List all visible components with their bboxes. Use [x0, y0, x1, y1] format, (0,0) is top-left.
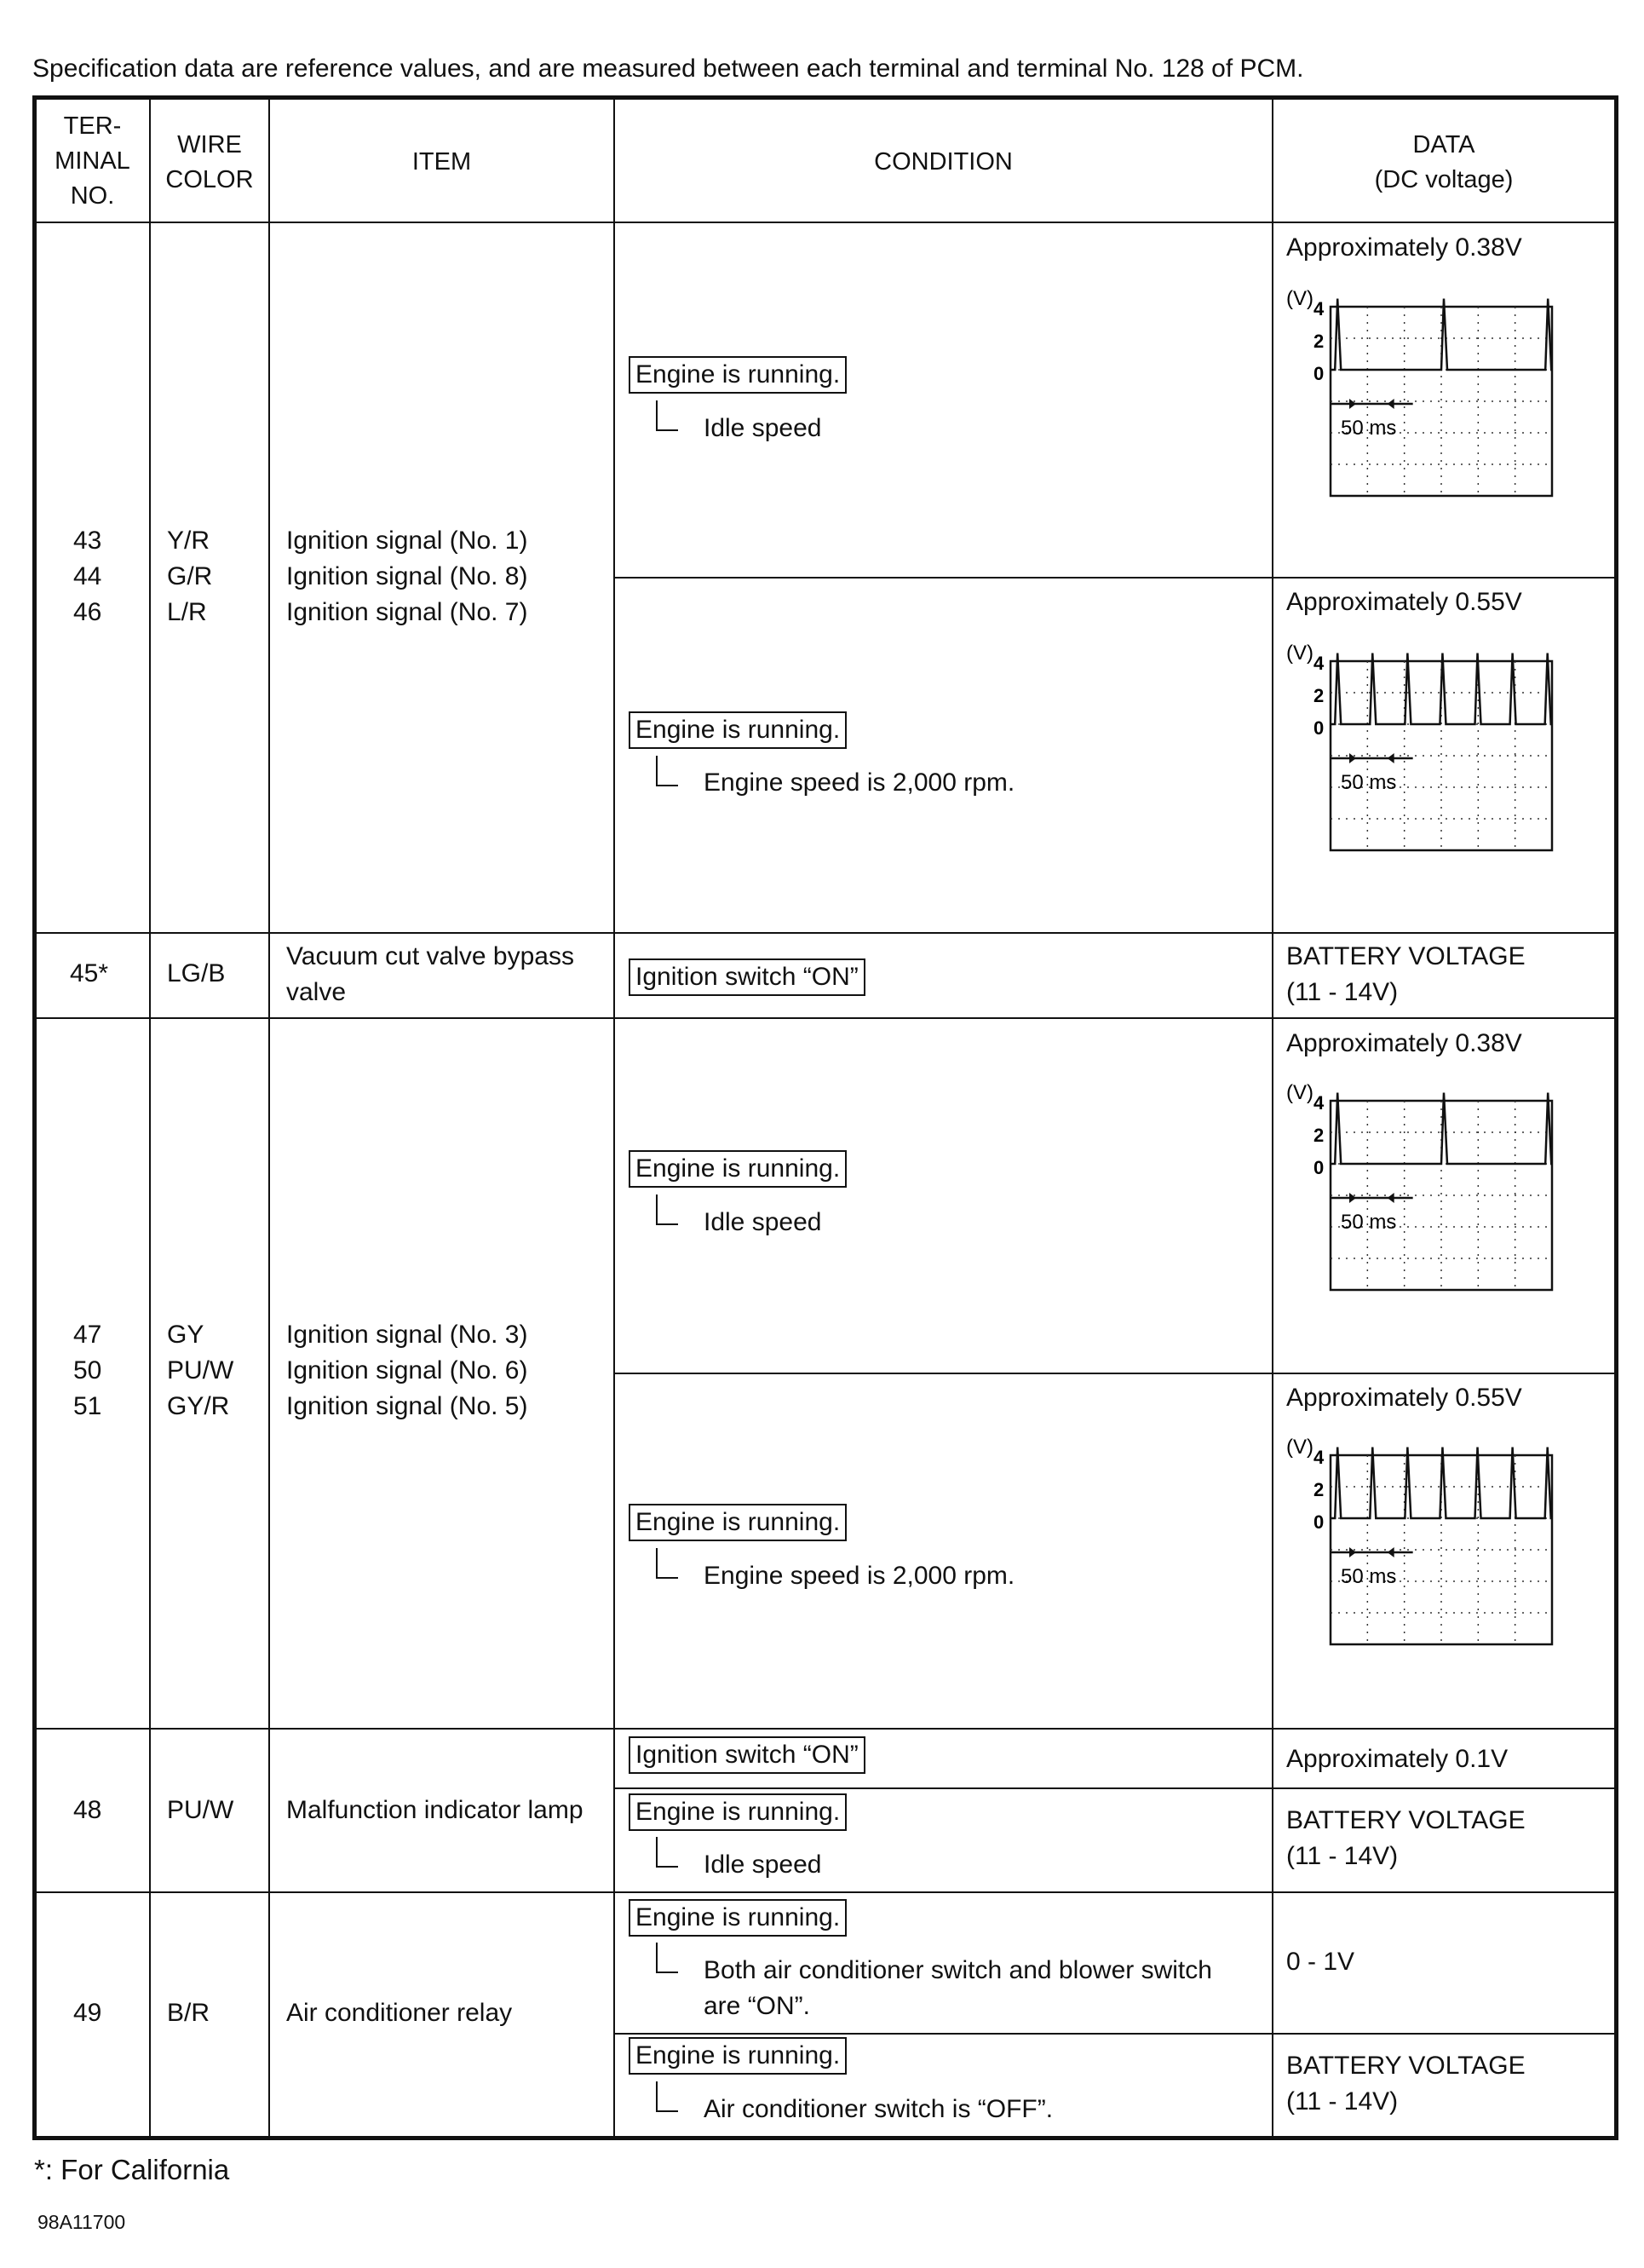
sub-row-line — [613, 2033, 1618, 2035]
time-scale-label: 50 ms — [1341, 417, 1397, 440]
wire-color-cell: PU/W — [167, 1796, 234, 1824]
col-line — [268, 95, 270, 2140]
sub-row-line — [613, 577, 1618, 579]
branch-connector — [656, 1943, 678, 1973]
scope-tick-label: 4 — [1313, 653, 1325, 674]
scope-tick-label: 2 — [1313, 331, 1325, 352]
time-marker-arrow — [1388, 753, 1394, 763]
data-value: Approximately 0.55V — [1286, 588, 1522, 616]
row-line — [32, 1017, 1618, 1019]
time-marker-arrow — [1349, 1547, 1356, 1557]
waveform-trace — [1331, 653, 1552, 724]
wire-color-cell: B/R — [167, 1999, 210, 2027]
data-value: Approximately 0.1V — [1286, 1745, 1509, 1773]
condition-box: Engine is running. — [629, 2037, 847, 2075]
branch-connector — [656, 1194, 678, 1225]
time-scale-label: 50 ms — [1341, 771, 1397, 794]
condition-box: Engine is running. — [629, 1150, 847, 1188]
condition-box: Engine is running. — [629, 1793, 847, 1831]
row-line — [32, 1728, 1618, 1730]
condition-detail: Idle speed — [704, 414, 822, 442]
wire-color-cell: GY PU/W GY/R — [167, 1321, 234, 1420]
data-value: BATTERY VOLTAGE (11 - 14V) — [1286, 1806, 1526, 1870]
condition-detail: Engine speed is 2,000 rpm. — [704, 1562, 1015, 1590]
condition-detail: Idle speed — [704, 1851, 822, 1879]
scope-tick-label: 4 — [1313, 298, 1325, 319]
condition-box: Engine is running. — [629, 1504, 847, 1541]
condition-detail: Both air conditioner switch and blower switch are “ON”. — [704, 1956, 1212, 2020]
scope-tick-label: 0 — [1313, 1511, 1325, 1533]
branch-connector — [656, 1837, 678, 1868]
wire-color-cell: LG/B — [167, 959, 226, 987]
condition-box: Ignition switch “ON” — [629, 1736, 865, 1774]
scope-frame — [1331, 1101, 1552, 1290]
data-value: BATTERY VOLTAGE (11 - 14V) — [1286, 942, 1526, 1006]
scope-tick-label: 4 — [1313, 1447, 1325, 1468]
scope-tick-label: 2 — [1313, 685, 1325, 706]
scope-unit-label: (V) — [1286, 290, 1313, 310]
sub-row-line — [613, 1373, 1618, 1374]
header-condition: CONDITION — [874, 148, 1013, 176]
time-marker-arrow — [1349, 1193, 1356, 1203]
oscilloscope-waveform — [1286, 644, 1559, 861]
condition-detail: Engine speed is 2,000 rpm. — [704, 768, 1015, 797]
condition-box: Ignition switch “ON” — [629, 958, 865, 996]
header-data: DATA (DC voltage) — [1374, 131, 1514, 193]
terminal-cell: 47 50 51 — [73, 1321, 102, 1420]
data-value: BATTERY VOLTAGE (11 - 14V) — [1286, 2052, 1526, 2115]
condition-detail: Air conditioner switch is “OFF”. — [704, 2095, 1054, 2123]
oscilloscope-waveform — [1286, 290, 1559, 507]
time-marker-arrow — [1388, 399, 1394, 409]
time-scale-label: 50 ms — [1341, 1211, 1397, 1234]
branch-connector — [656, 2081, 678, 2112]
condition-detail: Idle speed — [704, 1208, 822, 1236]
item-cell: Malfunction indicator lamp — [286, 1796, 583, 1824]
header-item: ITEM — [411, 148, 472, 176]
data-value: 0 - 1V — [1286, 1948, 1355, 1976]
branch-connector — [656, 400, 678, 431]
scope-unit-label: (V) — [1286, 644, 1313, 665]
header-terminal: TER- MINAL NO. — [55, 112, 130, 210]
data-value: Approximately 0.55V — [1286, 1384, 1522, 1412]
data-value: Approximately 0.38V — [1286, 233, 1522, 262]
scope-tick-label: 0 — [1313, 1157, 1325, 1178]
scope-tick-label: 2 — [1313, 1479, 1325, 1500]
time-marker-arrow — [1388, 1193, 1394, 1203]
item-cell: Vacuum cut valve bypass valve — [286, 942, 574, 1006]
item-cell: Ignition signal (No. 3) Ignition signal (No. 6) Ignition signal (No. 5) — [286, 1321, 528, 1420]
item-cell: Ignition signal (No. 1) Ignition signal (No. 8) Ignition signal (No. 7) — [286, 527, 528, 626]
oscilloscope-waveform — [1286, 1084, 1559, 1301]
terminal-cell: 48 — [73, 1796, 102, 1824]
terminal-cell: 49 — [73, 1999, 102, 2027]
col-line — [149, 95, 151, 2140]
scope-unit-label: (V) — [1286, 1438, 1313, 1459]
row-line — [32, 222, 1618, 223]
scope-tick-label: 0 — [1313, 363, 1325, 384]
condition-box: Engine is running. — [629, 711, 847, 749]
time-marker-arrow — [1349, 753, 1356, 763]
intro-text: Specification data are reference values, and are measured between each terminal and terminal No. 128 of PCM. — [32, 55, 1304, 83]
footnote: *: For California — [34, 2154, 230, 2185]
waveform-trace — [1331, 1448, 1552, 1518]
waveform-trace — [1331, 1093, 1552, 1164]
item-cell: Air conditioner relay — [286, 1999, 513, 2027]
waveform-trace — [1331, 299, 1552, 370]
terminal-cell: 45* — [70, 959, 109, 987]
condition-box: Engine is running. — [629, 356, 847, 394]
branch-connector — [656, 1548, 678, 1579]
header-wire-color: WIRE COLOR — [165, 131, 254, 193]
branch-connector — [656, 756, 678, 786]
row-line — [32, 1891, 1618, 1893]
time-marker-arrow — [1349, 399, 1356, 409]
data-value: Approximately 0.38V — [1286, 1029, 1522, 1057]
col-line — [1272, 95, 1273, 2140]
figure-code: 98A11700 — [37, 2211, 126, 2233]
oscilloscope-waveform — [1286, 1438, 1559, 1655]
terminal-cell: 43 44 46 — [73, 527, 102, 626]
wire-color-cell: Y/R G/R L/R — [167, 527, 213, 626]
scope-tick-label: 2 — [1313, 1125, 1325, 1146]
time-scale-label: 50 ms — [1341, 1565, 1397, 1588]
scope-tick-label: 4 — [1313, 1092, 1325, 1114]
condition-box: Engine is running. — [629, 1899, 847, 1937]
row-line — [32, 932, 1618, 934]
scope-tick-label: 0 — [1313, 717, 1325, 739]
time-marker-arrow — [1388, 1547, 1394, 1557]
scope-unit-label: (V) — [1286, 1084, 1313, 1104]
scope-frame — [1331, 307, 1552, 496]
sub-row-line — [613, 1787, 1618, 1789]
col-line — [613, 95, 615, 2140]
